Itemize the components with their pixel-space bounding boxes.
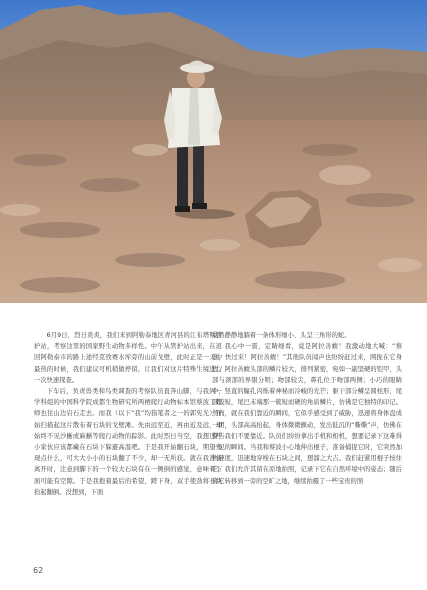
paragraph: 下车后，负责兽类和鸟类调查的考察队员直奔山脚，与我同一学科组的中国科学院成都生物研究所两栖爬行动物标本馆蔡波工程师也往山边岩石走去。而我（以下“我”均指笔者之一的郭宪光）开始扫描起这片散布着石块的戈壁滩。先由远至近，再由近及远，却始终不见沙蜥或麻蜥等爬行动物的踪影。此时烈日当空，我想这些小家伙应该都藏在石块下躲避高温吧。于是我开始翻石块，期望发现点什么，可大大小小的石块翻了不少，却一无所获。就在我准备离开时，注意到脚下的一个较大石块有在一侧倒的感觉，意味着下面可能有空隙。于是我抱着最后的希望，蹲下身，双手使劲将石块抬起翻倒。没想到，下面 (34, 388, 222, 496)
left-text-column (34, 330, 222, 498)
paragraph: 我心中一震，定睛细看，竟是阿拉善蝮！我激动地大喊：“蔡波，快过来！阿拉善蝮！”其他队员闻声也纷纷赶过来，围拢在它身边。阿拉善蝮头部的鳞片较大，排列紧密，宛如一副坚硬的铠甲，头部与颈部的界限分明；吻部较尖，鼻孔位于吻部两侧；小巧的眼睛中，竖直的瞳孔闪烁着神秘而冷峻的光芒；躯干部分鳞呈圆柱形，尾部较短，尾巴末端那一簇短而硬的角质鳞片，仿佛是它独特的印记。然而，就在我们靠近的瞬间，它似乎感受到了威胁，迅速将身体盘成一团，头部高高抬起，身体微微颤动，发出低沉的“嘶嘶”声，仿佛在警告我们不要靠近。队员们纷纷拿出手机和相机，想要记录下这难得一见的瞬间。当我和蔡波小心地伸出棍子，准备捕捉它时，它突然加快速度，迅速地穿梭在石块之间，想溜之大吉。我们赶紧用棍子按住它。我们允许其留在原地拍照，记录下它在自然环境中的姿态；随后将它转移到一旁的空旷之地，继续拍摄了一些宝贵的照 (212, 343, 402, 485)
paragraph: 竟然静静地躺着一条体形细小、头呈三角形的蛇。 (212, 332, 351, 339)
paragraph: 6月9日，烈日炎炎，我们来到阿勒泰地区青河县的江布塔斯管护站，考察这里的国家野生动物多样性。中午从管护站出来，在返回阿勒泰市的路上途经克孜赛水库旁的山前戈壁，此时正是一天中最热的时候，我们建议可机稍做停留，让我们对这片特殊生境进行一次快速探查。 (34, 332, 222, 384)
right-text-column (212, 330, 402, 487)
page-number: 62 (33, 566, 44, 575)
